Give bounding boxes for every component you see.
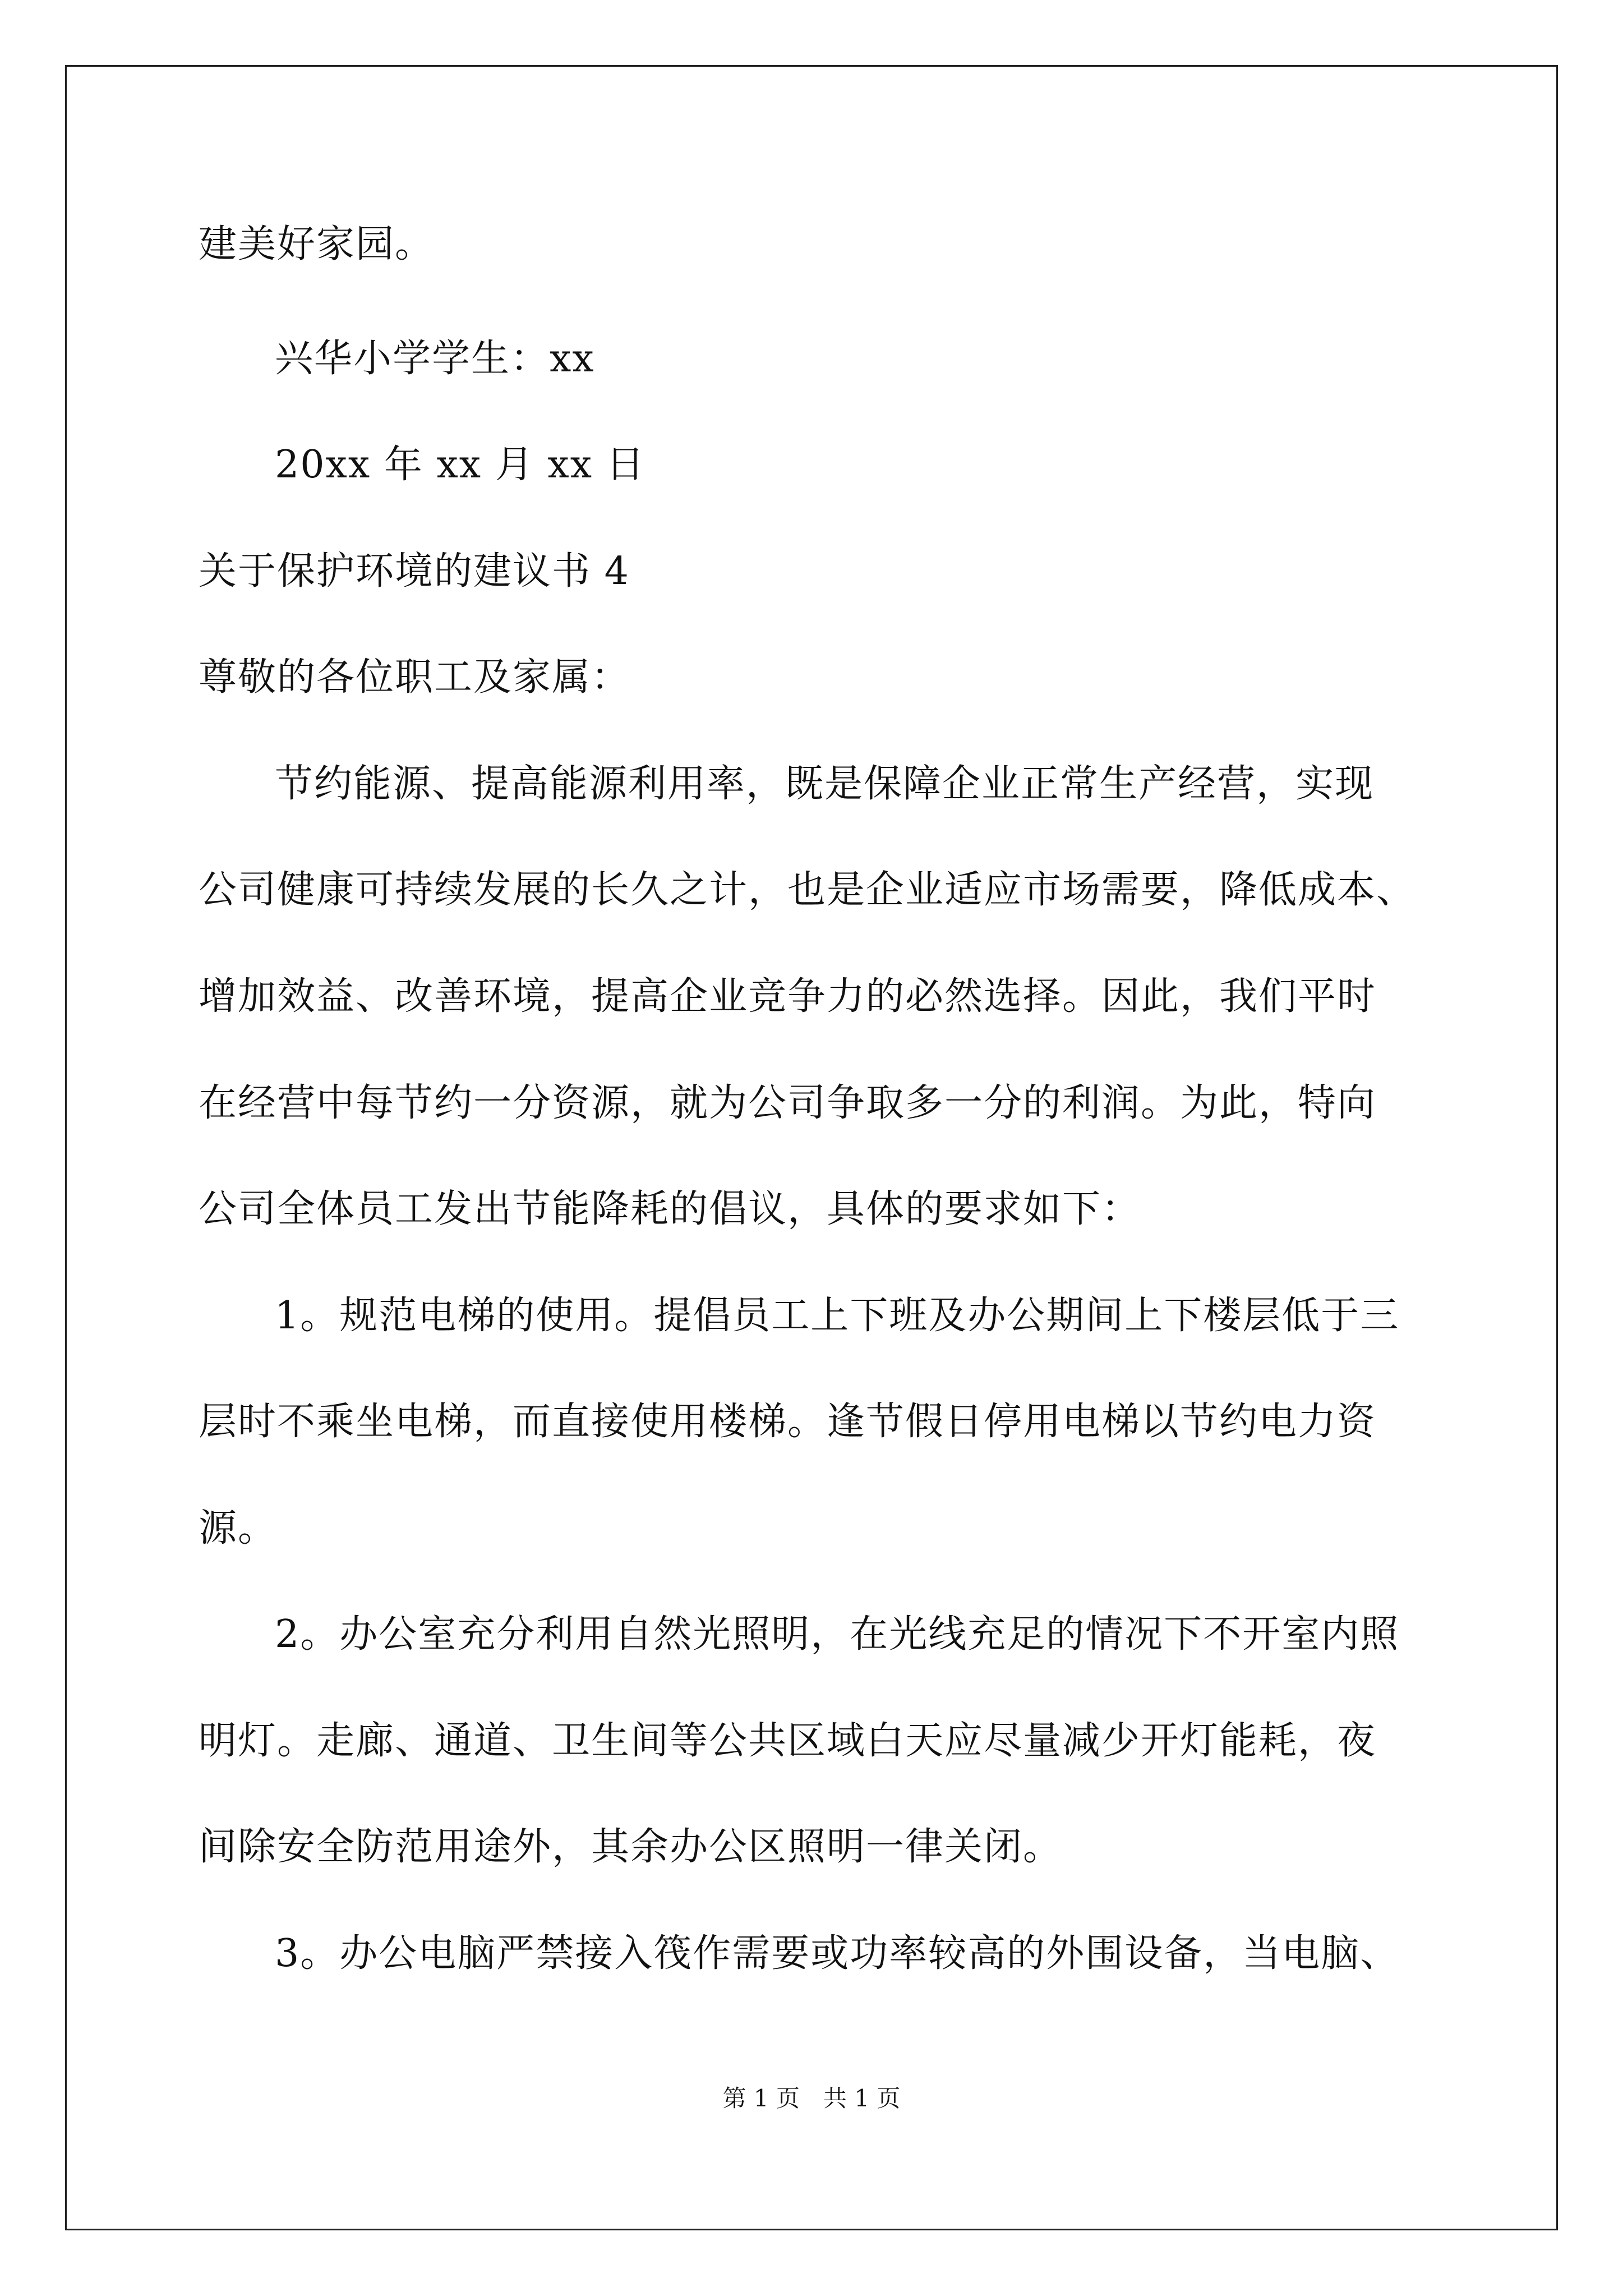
- text-line: 2。办公室充分利用自然光照明，在光线充足的情况下不开室内照: [275, 1612, 1400, 1657]
- text-line: 3。办公电脑严禁接入筏作需要或功率较高的外围设备，当电脑、: [275, 1931, 1400, 1976]
- text-line: 1。规范电梯的使用。提倡员工上下班及办公期间上下楼层低于三: [275, 1294, 1400, 1338]
- text-line: 公司全体员工发出节能降耗的倡议，具体的要求如下：: [199, 1187, 1141, 1231]
- text-line: 建美好家园。: [199, 222, 435, 266]
- date-line: 20xx 年 xx 月 xx 日: [275, 443, 645, 487]
- salutation: 尊敬的各位职工及家属：: [199, 655, 631, 700]
- page-footer: 第 1 页 共 1 页: [722, 2085, 901, 2112]
- text-line: 公司健康可持续发展的长久之计，也是企业适应市场需要，降低成本、: [199, 868, 1416, 912]
- text-line: 节约能源、提高能源利用率，既是保障企业正常生产经营，实现: [275, 762, 1375, 806]
- text-line: 在经营中每节约一分资源，就为公司争取多一分的利润。为此，特向: [199, 1081, 1377, 1125]
- section-title: 关于保护环境的建议书 4: [199, 549, 630, 593]
- text-line: 明灯。走廊、通道、卫生间等公共区域白天应尽量减少开灯能耗，夜: [199, 1719, 1377, 1763]
- page-border: [65, 65, 1558, 2230]
- text-line: 间除安全防范用途外，其余办公区照明一律关闭。: [199, 1825, 1063, 1869]
- text-line: 源。: [199, 1506, 278, 1550]
- text-line: 增加效益、改善环境，提高企业竞争力的必然选择。因此，我们平时: [199, 974, 1377, 1019]
- text-line: 层时不乘坐电梯，而直接使用楼梯。逢节假日停用电梯以节约电力资: [199, 1400, 1377, 1444]
- signature-line: 兴华小学学生：xx: [275, 337, 595, 381]
